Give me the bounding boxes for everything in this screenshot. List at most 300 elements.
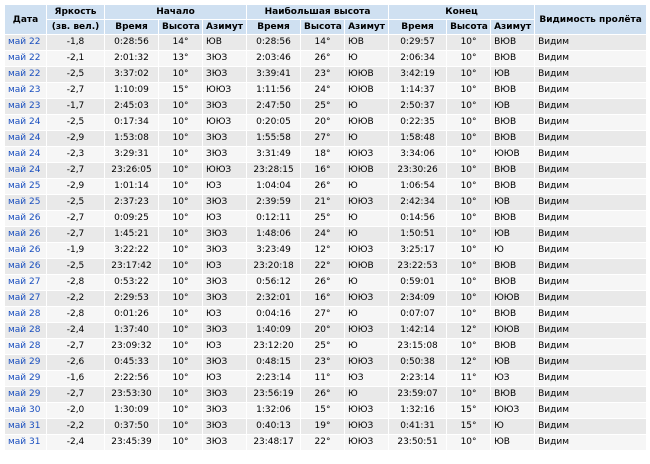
cell-end-altitude: 10° (447, 259, 491, 275)
date-link[interactable]: май 24 (8, 149, 41, 159)
cell-highest-altitude: 16° (301, 291, 345, 307)
cell-start-altitude: 10° (159, 419, 203, 435)
cell-highest-altitude: 16° (301, 163, 345, 179)
cell-start-time: 2:29:53 (105, 291, 159, 307)
table-row (5, 115, 647, 131)
cell-start-time: 2:01:32 (105, 51, 159, 67)
cell-start-time: 23:09:32 (105, 339, 159, 355)
header-highest: Наибольшая высота (247, 5, 389, 20)
cell-highest-time: 2:03:46 (247, 51, 301, 67)
cell-start-azimuth: ЮЗ (203, 259, 247, 275)
cell-visibility: Видим (535, 147, 647, 163)
cell-date (5, 179, 47, 195)
cell-start-altitude: 10° (159, 403, 203, 419)
cell-brightness: -2,7 (47, 339, 105, 355)
cell-end-time: 1:06:54 (389, 179, 447, 195)
table-row (5, 35, 647, 51)
date-link[interactable]: май 29 (8, 373, 41, 383)
date-link[interactable]: май 24 (8, 117, 41, 127)
cell-highest-altitude: 22° (301, 435, 345, 451)
cell-highest-altitude: 23° (301, 355, 345, 371)
cell-start-altitude: 10° (159, 243, 203, 259)
header-start-altitude: Высота (159, 20, 203, 35)
cell-start-azimuth: ЗЮЗ (203, 227, 247, 243)
cell-date (5, 323, 47, 339)
cell-brightness: -2,5 (47, 115, 105, 131)
cell-highest-altitude: 14° (301, 35, 345, 51)
date-link[interactable]: май 26 (8, 229, 41, 239)
cell-start-altitude: 10° (159, 323, 203, 339)
cell-start-time: 1:53:08 (105, 131, 159, 147)
cell-start-altitude: 10° (159, 195, 203, 211)
cell-start-time: 23:26:05 (105, 163, 159, 179)
table-row (5, 243, 647, 259)
cell-visibility: Видим (535, 371, 647, 387)
cell-start-time: 23:17:42 (105, 259, 159, 275)
header-brightness-unit: (зв. вел.) (47, 20, 105, 35)
cell-start-time: 1:37:40 (105, 323, 159, 339)
cell-date (5, 371, 47, 387)
cell-start-azimuth: ЗЮЗ (203, 131, 247, 147)
cell-brightness: -2,9 (47, 179, 105, 195)
cell-start-azimuth: ЗЮЗ (203, 291, 247, 307)
cell-highest-altitude: 18° (301, 147, 345, 163)
cell-highest-time: 1:32:06 (247, 403, 301, 419)
cell-date (5, 243, 47, 259)
cell-brightness: -2,7 (47, 211, 105, 227)
cell-visibility: Видим (535, 259, 647, 275)
cell-start-azimuth: ЮЗ (203, 179, 247, 195)
date-link[interactable]: май 23 (8, 85, 41, 95)
table-row (5, 403, 647, 419)
cell-end-time: 0:07:07 (389, 307, 447, 323)
cell-end-azimuth: Ю (491, 419, 535, 435)
cell-brightness: -2,2 (47, 419, 105, 435)
header-visibility: Видимость пролёта (535, 5, 647, 35)
cell-brightness: -2,6 (47, 355, 105, 371)
date-link[interactable]: май 29 (8, 389, 41, 399)
cell-end-azimuth: ВЮВ (491, 307, 535, 323)
cell-highest-azimuth: ЮЮЗ (345, 291, 389, 307)
cell-start-time: 0:01:26 (105, 307, 159, 323)
cell-highest-time: 23:20:18 (247, 259, 301, 275)
cell-highest-time: 23:56:19 (247, 387, 301, 403)
cell-start-azimuth: ЮЮЗ (203, 115, 247, 131)
cell-end-azimuth: ВЮВ (491, 163, 535, 179)
cell-end-azimuth: ЮЮЗ (491, 403, 535, 419)
cell-end-time: 1:50:51 (389, 227, 447, 243)
cell-date (5, 211, 47, 227)
table-header (5, 5, 647, 35)
cell-start-azimuth: ЮЮЗ (203, 83, 247, 99)
table-row (5, 275, 647, 291)
cell-highest-time: 0:20:05 (247, 115, 301, 131)
table-row (5, 227, 647, 243)
date-link[interactable]: май 24 (8, 133, 41, 143)
cell-brightness: -2,5 (47, 195, 105, 211)
date-link[interactable]: май 26 (8, 213, 41, 223)
header-start-azimuth: Азимут (203, 20, 247, 35)
cell-end-time: 0:41:31 (389, 419, 447, 435)
table-row (5, 67, 647, 83)
cell-date (5, 163, 47, 179)
cell-end-altitude: 10° (447, 227, 491, 243)
cell-brightness: -2,5 (47, 67, 105, 83)
cell-brightness: -2,8 (47, 307, 105, 323)
cell-highest-azimuth: ЮЮЗ (345, 403, 389, 419)
cell-end-azimuth: ЮЮВ (491, 323, 535, 339)
cell-start-azimuth: ЗЮЗ (203, 243, 247, 259)
cell-end-time: 3:34:06 (389, 147, 447, 163)
date-link[interactable]: май 22 (8, 69, 41, 79)
cell-brightness: -1,6 (47, 371, 105, 387)
cell-start-time: 1:30:09 (105, 403, 159, 419)
header-highest-altitude: Высота (301, 20, 345, 35)
cell-end-azimuth: ВЮВ (491, 51, 535, 67)
cell-highest-azimuth: ЮЮЗ (345, 419, 389, 435)
cell-end-altitude: 10° (447, 35, 491, 51)
cell-start-time: 0:45:33 (105, 355, 159, 371)
cell-end-altitude: 10° (447, 115, 491, 131)
cell-start-altitude: 10° (159, 259, 203, 275)
cell-end-time: 23:30:26 (389, 163, 447, 179)
cell-highest-time: 23:48:17 (247, 435, 301, 451)
cell-highest-azimuth: ЮЮЗ (345, 243, 389, 259)
cell-start-altitude: 13° (159, 51, 203, 67)
cell-end-time: 0:29:57 (389, 35, 447, 51)
cell-end-altitude: 10° (447, 51, 491, 67)
cell-start-azimuth: ЗЮЗ (203, 355, 247, 371)
cell-highest-azimuth: Ю (345, 275, 389, 291)
header-highest-azimuth: Азимут (345, 20, 389, 35)
date-link[interactable]: май 29 (8, 357, 41, 367)
cell-start-azimuth: ЗЮЗ (203, 51, 247, 67)
cell-visibility: Видим (535, 179, 647, 195)
cell-highest-time: 1:04:04 (247, 179, 301, 195)
cell-visibility: Видим (535, 435, 647, 451)
cell-highest-azimuth: Ю (345, 227, 389, 243)
table-row (5, 147, 647, 163)
table-row (5, 211, 647, 227)
date-link[interactable]: май 28 (8, 341, 41, 351)
cell-brightness: -2,2 (47, 291, 105, 307)
cell-date (5, 435, 47, 451)
cell-start-azimuth: ЮЗ (203, 307, 247, 323)
header-end-time: Время (389, 20, 447, 35)
cell-start-altitude: 10° (159, 99, 203, 115)
cell-date (5, 35, 47, 51)
header-brightness: Яркость (47, 5, 105, 20)
cell-start-time: 3:29:31 (105, 147, 159, 163)
date-link[interactable]: май 28 (8, 309, 41, 319)
table-row (5, 323, 647, 339)
table-row (5, 179, 647, 195)
cell-highest-time: 3:39:41 (247, 67, 301, 83)
cell-end-altitude: 12° (447, 355, 491, 371)
cell-end-time: 0:22:35 (389, 115, 447, 131)
cell-highest-time: 2:23:14 (247, 371, 301, 387)
table-row (5, 307, 647, 323)
cell-date (5, 195, 47, 211)
table-row (5, 163, 647, 179)
cell-end-azimuth: ВЮВ (491, 259, 535, 275)
cell-start-azimuth: ЗЮЗ (203, 419, 247, 435)
cell-highest-altitude: 22° (301, 259, 345, 275)
cell-end-altitude: 10° (447, 211, 491, 227)
cell-end-time: 1:42:14 (389, 323, 447, 339)
cell-highest-time: 3:23:49 (247, 243, 301, 259)
cell-visibility: Видим (535, 131, 647, 147)
cell-visibility: Видим (535, 227, 647, 243)
cell-brightness: -1,8 (47, 35, 105, 51)
cell-end-time: 23:22:53 (389, 259, 447, 275)
cell-highest-azimuth: ЮЗ (345, 371, 389, 387)
cell-end-azimuth: ВЮВ (491, 115, 535, 131)
date-link[interactable]: май 23 (8, 101, 41, 111)
cell-highest-azimuth: ЮЮЗ (345, 147, 389, 163)
header-date: Дата (5, 5, 47, 35)
header-end: Конец (389, 5, 535, 20)
cell-date (5, 99, 47, 115)
table-row (5, 131, 647, 147)
table-body (5, 35, 647, 451)
cell-visibility: Видим (535, 35, 647, 51)
header-end-altitude: Высота (447, 20, 491, 35)
cell-start-altitude: 10° (159, 371, 203, 387)
cell-start-altitude: 10° (159, 339, 203, 355)
cell-brightness: -2,0 (47, 403, 105, 419)
cell-highest-time: 3:31:49 (247, 147, 301, 163)
cell-start-altitude: 10° (159, 355, 203, 371)
date-link[interactable]: май 28 (8, 325, 41, 335)
cell-end-altitude: 10° (447, 83, 491, 99)
cell-brightness: -2,1 (47, 51, 105, 67)
cell-date (5, 51, 47, 67)
cell-date (5, 403, 47, 419)
cell-highest-azimuth: Ю (345, 307, 389, 323)
cell-highest-altitude: 20° (301, 323, 345, 339)
cell-end-azimuth: ВЮВ (491, 179, 535, 195)
cell-highest-altitude: 11° (301, 371, 345, 387)
cell-end-altitude: 10° (447, 387, 491, 403)
cell-end-azimuth: ЮВ (491, 67, 535, 83)
cell-date (5, 131, 47, 147)
cell-start-azimuth: ЗЮЗ (203, 195, 247, 211)
cell-end-altitude: 10° (447, 243, 491, 259)
cell-brightness: -2,5 (47, 259, 105, 275)
cell-date (5, 147, 47, 163)
cell-highest-time: 2:39:59 (247, 195, 301, 211)
table-row (5, 435, 647, 451)
cell-visibility: Видим (535, 115, 647, 131)
date-link[interactable]: май 30 (8, 405, 41, 415)
cell-start-time: 0:17:34 (105, 115, 159, 131)
cell-visibility: Видим (535, 243, 647, 259)
cell-highest-azimuth: Ю (345, 99, 389, 115)
cell-highest-azimuth: Ю (345, 51, 389, 67)
cell-highest-altitude: 23° (301, 67, 345, 83)
cell-highest-time: 0:12:11 (247, 211, 301, 227)
cell-end-azimuth: ВЮВ (491, 83, 535, 99)
cell-date (5, 227, 47, 243)
cell-highest-altitude: 20° (301, 115, 345, 131)
cell-end-time: 2:34:09 (389, 291, 447, 307)
cell-highest-azimuth: Ю (345, 131, 389, 147)
cell-end-azimuth: ЮВ (491, 227, 535, 243)
cell-date (5, 83, 47, 99)
cell-end-azimuth: ВЮВ (491, 275, 535, 291)
cell-highest-altitude: 19° (301, 419, 345, 435)
date-link[interactable]: май 26 (8, 261, 41, 271)
table-row (5, 339, 647, 355)
cell-start-altitude: 10° (159, 227, 203, 243)
cell-brightness: -2,3 (47, 147, 105, 163)
cell-visibility: Видим (535, 419, 647, 435)
cell-visibility: Видим (535, 83, 647, 99)
cell-end-time: 23:50:51 (389, 435, 447, 451)
cell-date (5, 259, 47, 275)
cell-highest-time: 0:48:15 (247, 355, 301, 371)
date-link[interactable]: май 24 (8, 165, 41, 175)
cell-end-time: 3:25:17 (389, 243, 447, 259)
cell-start-altitude: 10° (159, 131, 203, 147)
cell-date (5, 387, 47, 403)
cell-end-azimuth: ВЮВ (491, 131, 535, 147)
cell-end-altitude: 10° (447, 291, 491, 307)
date-link[interactable]: май 27 (8, 293, 41, 303)
cell-highest-time: 23:28:15 (247, 163, 301, 179)
cell-start-time: 0:09:25 (105, 211, 159, 227)
cell-start-time: 2:45:03 (105, 99, 159, 115)
cell-end-altitude: 12° (447, 323, 491, 339)
cell-start-azimuth: ЗЮЗ (203, 435, 247, 451)
cell-end-altitude: 10° (447, 307, 491, 323)
cell-end-time: 0:59:01 (389, 275, 447, 291)
cell-visibility: Видим (535, 99, 647, 115)
cell-end-time: 23:15:08 (389, 339, 447, 355)
date-link[interactable]: май 25 (8, 197, 41, 207)
cell-start-altitude: 10° (159, 387, 203, 403)
cell-end-time: 2:50:37 (389, 99, 447, 115)
cell-start-altitude: 10° (159, 67, 203, 83)
cell-start-time: 23:53:30 (105, 387, 159, 403)
table-row (5, 259, 647, 275)
table-row (5, 195, 647, 211)
cell-start-azimuth: ЗЮЗ (203, 275, 247, 291)
cell-highest-azimuth: Ю (345, 387, 389, 403)
cell-start-time: 1:01:14 (105, 179, 159, 195)
cell-highest-altitude: 21° (301, 195, 345, 211)
cell-start-azimuth: ЮЗ (203, 211, 247, 227)
cell-highest-azimuth: ЮЮЗ (345, 323, 389, 339)
cell-highest-azimuth: ЮЮЗ (345, 195, 389, 211)
cell-end-azimuth: ЮВ (491, 355, 535, 371)
cell-brightness: -2,7 (47, 83, 105, 99)
cell-start-azimuth: ЮЮЗ (203, 163, 247, 179)
cell-highest-altitude: 27° (301, 131, 345, 147)
cell-start-time: 0:37:50 (105, 419, 159, 435)
cell-highest-azimuth: ЮЮЗ (345, 355, 389, 371)
cell-start-altitude: 14° (159, 35, 203, 51)
cell-highest-altitude: 27° (301, 307, 345, 323)
date-link[interactable]: май 26 (8, 245, 41, 255)
cell-highest-time: 23:12:20 (247, 339, 301, 355)
cell-end-altitude: 10° (447, 147, 491, 163)
cell-brightness: -2,4 (47, 435, 105, 451)
cell-highest-time: 1:40:09 (247, 323, 301, 339)
cell-visibility: Видим (535, 195, 647, 211)
date-link[interactable]: май 31 (8, 421, 41, 431)
cell-highest-azimuth: Ю (345, 179, 389, 195)
cell-end-time: 0:50:38 (389, 355, 447, 371)
cell-brightness: -2,4 (47, 323, 105, 339)
cell-start-altitude: 10° (159, 291, 203, 307)
cell-end-time: 2:23:14 (389, 371, 447, 387)
cell-end-altitude: 11° (447, 371, 491, 387)
cell-highest-altitude: 26° (301, 179, 345, 195)
cell-end-time: 1:58:48 (389, 131, 447, 147)
cell-end-altitude: 10° (447, 179, 491, 195)
cell-visibility: Видим (535, 211, 647, 227)
cell-visibility: Видим (535, 387, 647, 403)
cell-highest-time: 0:04:16 (247, 307, 301, 323)
cell-highest-azimuth: Ю (345, 211, 389, 227)
cell-visibility: Видим (535, 67, 647, 83)
cell-start-altitude: 10° (159, 435, 203, 451)
cell-end-azimuth: ЮВ (491, 99, 535, 115)
cell-start-time: 23:45:39 (105, 435, 159, 451)
cell-date (5, 339, 47, 355)
cell-highest-time: 1:55:58 (247, 131, 301, 147)
cell-highest-altitude: 26° (301, 51, 345, 67)
cell-visibility: Видим (535, 51, 647, 67)
cell-visibility: Видим (535, 275, 647, 291)
cell-highest-azimuth: Ю (345, 339, 389, 355)
date-link[interactable]: май 31 (8, 437, 41, 447)
date-link[interactable]: май 22 (8, 37, 41, 47)
cell-visibility: Видим (535, 323, 647, 339)
table-row (5, 83, 647, 99)
cell-brightness: -2,7 (47, 387, 105, 403)
cell-start-azimuth: ЗЮЗ (203, 403, 247, 419)
cell-brightness: -2,7 (47, 163, 105, 179)
date-link[interactable]: май 27 (8, 277, 41, 287)
table-row (5, 99, 647, 115)
cell-end-azimuth: ЮВ (491, 435, 535, 451)
cell-end-time: 1:32:16 (389, 403, 447, 419)
cell-brightness: -1,9 (47, 243, 105, 259)
cell-end-time: 1:14:37 (389, 83, 447, 99)
cell-visibility: Видим (535, 163, 647, 179)
date-link[interactable]: май 22 (8, 53, 41, 63)
cell-visibility: Видим (535, 355, 647, 371)
cell-highest-altitude: 24° (301, 227, 345, 243)
cell-visibility: Видим (535, 291, 647, 307)
cell-highest-altitude: 15° (301, 403, 345, 419)
cell-end-azimuth: ВЮВ (491, 35, 535, 51)
cell-start-time: 3:37:02 (105, 67, 159, 83)
cell-end-azimuth: ЮЮВ (491, 291, 535, 307)
cell-end-azimuth: ВЮВ (491, 339, 535, 355)
cell-end-azimuth: ЮВ (491, 195, 535, 211)
cell-highest-azimuth: ЮЮВ (345, 115, 389, 131)
cell-end-azimuth: ЮЗ (491, 371, 535, 387)
cell-highest-altitude: 25° (301, 99, 345, 115)
date-link[interactable]: май 25 (8, 181, 41, 191)
cell-start-time: 0:28:56 (105, 35, 159, 51)
cell-end-time: 23:59:07 (389, 387, 447, 403)
cell-date (5, 291, 47, 307)
